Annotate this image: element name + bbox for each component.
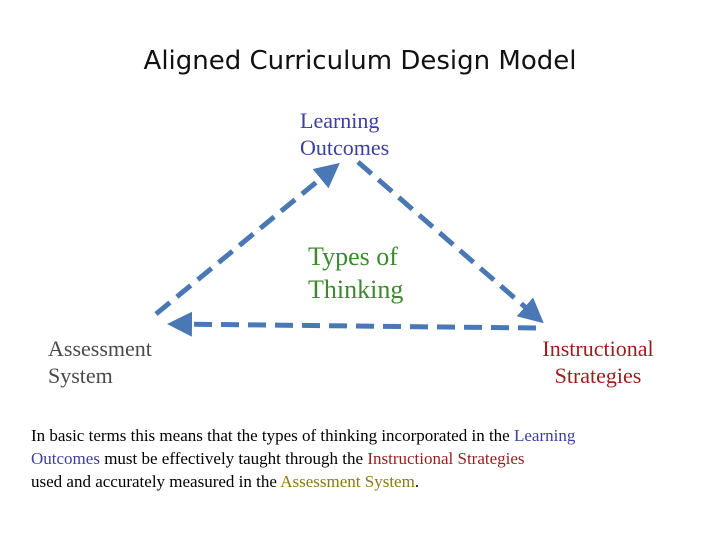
- caption-assessment-system: Assessment System: [280, 471, 415, 491]
- caption-line-2: [31, 448, 701, 471]
- node-assessment-system-line1: Assessment: [48, 336, 152, 361]
- caption: [31, 425, 701, 494]
- node-types-of-thinking: [308, 241, 403, 306]
- caption-text: .: [414, 471, 420, 491]
- arrow-strategies-to-assessment: [172, 324, 536, 328]
- caption-learning-outcomes: Outcomes: [31, 448, 100, 468]
- caption-learning-outcomes: Learning: [513, 426, 576, 445]
- node-assessment-system: [48, 336, 152, 390]
- node-learning-outcomes: [300, 108, 389, 162]
- node-assessment-system-line2: System: [48, 362, 113, 388]
- node-instructional-strategies: [536, 336, 660, 390]
- node-instructional-strategies-line2: Strategies: [554, 362, 642, 388]
- caption-line-1: [31, 425, 701, 448]
- node-instructional-strategies-line1: Instructional: [542, 336, 654, 361]
- page-title: Aligned Curriculum Design Model: [143, 46, 577, 76]
- node-learning-outcomes-line2: Outcomes: [300, 134, 390, 160]
- caption-instructional-strategies: Instructional Strategies: [367, 448, 525, 468]
- node-types-of-thinking-line2: Thinking: [308, 274, 404, 304]
- caption-text: used and accurately measured in the: [31, 471, 281, 491]
- caption-text: must be effectively taught through the: [99, 448, 368, 468]
- node-types-of-thinking-line1: Types of: [308, 242, 398, 271]
- caption-line-3: [31, 471, 701, 494]
- caption-text: In basic terms this means that the types of thinking incorporated in the: [31, 426, 514, 445]
- node-learning-outcomes-line1: Learning: [300, 108, 380, 133]
